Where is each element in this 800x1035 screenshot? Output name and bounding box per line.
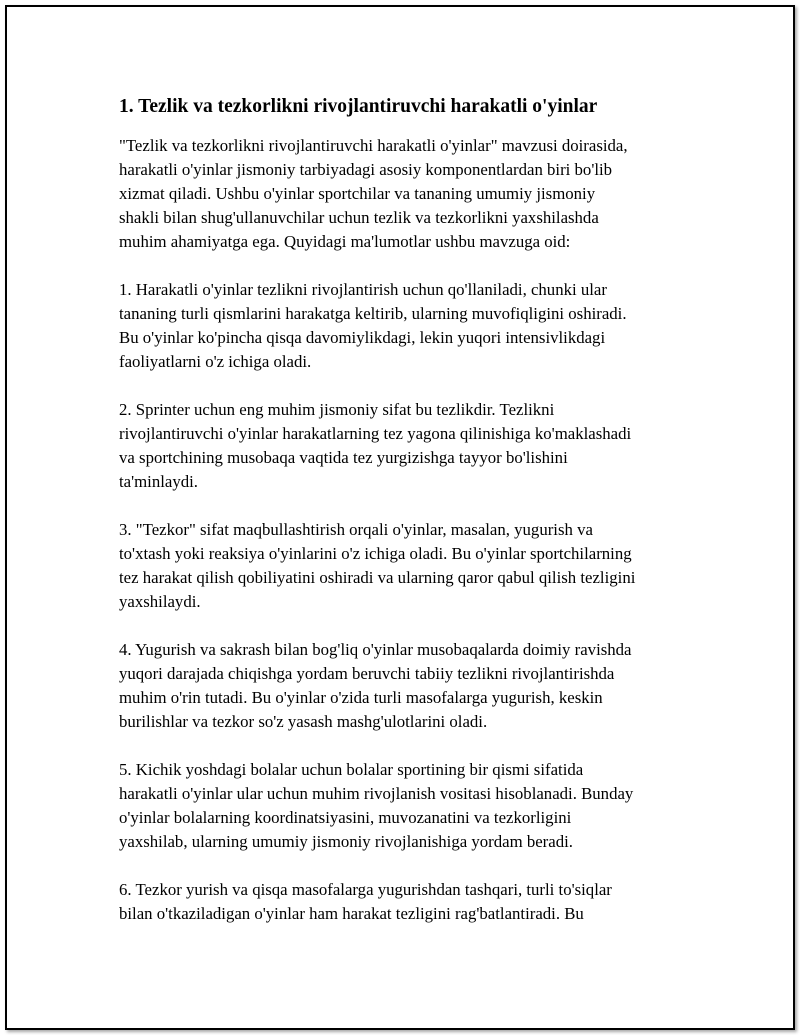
paragraph-item-3: 3. "Tezkor" sifat maqbullashtirish orqali o'yinlar, masalan, yugurish va to'xtash yoki reaksiya o'yinlarini o'z ichiga oladi. Bu o'yinlar sportchilarning tez harakat qilish qobiliyatini oshiradi va ularning qaror qabul qilish tezligini yaxshilaydi.: [119, 520, 636, 611]
paragraph-item-6: 6. Tezkor yurish va qisqa masofalarga yugurishdan tashqari, turli to'siqlar bilan o'tkaziladigan o'yinlar ham harakat tezligini rag'batlantiradi. Bu: [119, 880, 612, 923]
paragraph-item-5: 5. Kichik yoshdagi bolalar uchun bolalar sportining bir qismi sifatida harakatli o'yinlar ular uchun muhim rivojlanish vositasi hisoblanadi. Bunday o'yinlar bolalarning koordinatsiyasini, muvozanatini va tezkorligini yaxshilab, ularning umumiy jismoniy rivojlanishiga yordam beradi.: [119, 760, 634, 851]
paragraph-item-1: 1. Harakatli o'yinlar tezlikni rivojlantirish uchun qo'llaniladi, chunki ular tananing turli qismlarini harakatga keltirib, ularning muvofiqligini oshiradi. Bu o'yinlar ko'pincha qisqa davomiylikdagi, lekin yuqori intensivlikdagi faoliyatlarni o'z ichiga oladi.: [119, 280, 627, 371]
page-title: 1. Tezlik va tezkorlikni rivojlantiruvchi harakatli o'yinlar: [119, 96, 598, 117]
document-body: [119, 95, 699, 950]
paragraph-item-4: 4. Yugurish va sakrash bilan bog'liq o'yinlar musobaqalarda doimiy ravishda yuqori darajada chiqishga yordam beruvchi tabiiy tezlikni rivojlantirishda muhim o'rin tutadi. Bu o'yinlar o'zida turli masofalarga yugurish, keskin burilishlar va tezkor so'z yasash mashg'ulotlarini oladi.: [119, 640, 632, 731]
paragraph-intro: "Tezlik va tezkorlikni rivojlantiruvchi harakatli o'yinlar" mavzusi doirasida, harakatli o'yinlar jismoniy tarbiyadagi asosiy komponentlardan biri bo'lib xizmat qiladi. Ushbu o'yinlar sportchilar va tananing umumiy jismoniy shakli bilan shug'ullanuvchilar uchun tezlik va tezkorlikni yaxshilashda muhim ahamiyatga ega. Quyidagi ma'lumotlar ushbu mavzuga oid:: [119, 136, 628, 251]
document-page: [5, 5, 795, 1030]
paragraph-item-2: 2. Sprinter uchun eng muhim jismoniy sifat bu tezlikdir. Tezlikni rivojlantiruvchi o'yinlar harakatlarning tez yagona qilinishiga ko'maklashadi va sportchining musobaqa vaqtida tez yurgizishga tayyor bo'lishini ta'minlaydi.: [119, 400, 632, 491]
